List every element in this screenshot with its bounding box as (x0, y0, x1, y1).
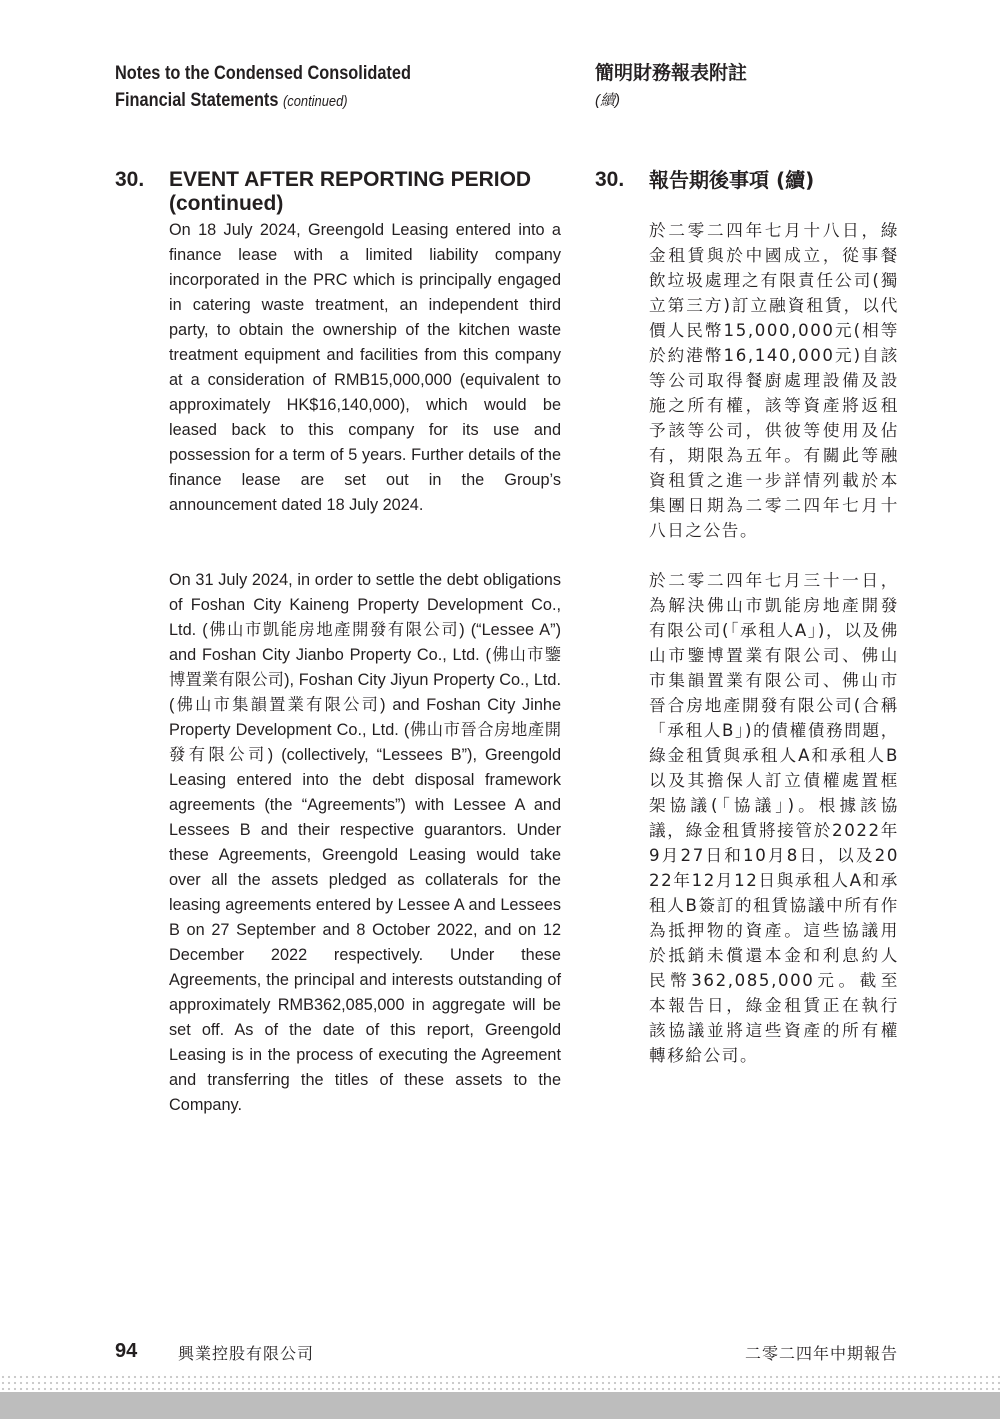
section-number-zh: 30. (595, 168, 625, 191)
header-title-line1: Notes to the Condensed Consolidated (115, 63, 411, 84)
paragraph-text: On 18 July 2024, Greengold Leasing entered into a finance lease with a limited liability company incorporated in the PRC which is principally engaged in catering waste treatment, an independent third party, to obtain the ownership of the kitchen waste treatment equipment and facilities from this company at a consideration of RMB15,000,000 (equivalent to approximately HK$16,140,000), which would be leased back to this company for its use and possession for a term of 5 years. Further details of the finance lease are set out in the Group’s announcement dated 18 July 2024. (169, 221, 561, 514)
header-continued: (continued) (282, 93, 348, 110)
page-number: 94 (115, 1340, 138, 1362)
section-number-en: 30. (115, 168, 145, 191)
footer-report-title: 二零二四年中期報告 (744, 1344, 898, 1363)
running-header-en (115, 60, 555, 115)
body-en-paragraph-2 (169, 568, 561, 1118)
paragraph-text: 於二零二四年七月十八日，綠金租賃與於中國成立，從事餐飲垃圾處理之有限責任公司(獨立第三方)訂立融資租賃，以代價人民幣15,000,000元(相等於約港幣16,140,000元)自該等公司取得餐廚處理設備及設施之所有權，該等資產將返租予該等公司，供彼等使用及佔有，期限為五年。有關此等融資租賃之進一步詳情列載於本集團日期為二零二四年七月十八日之公告。 (649, 221, 899, 540)
paragraph-text: 於二零二四年七月三十一日，為解決佛山市凱能房地產開發有限公司(「承租人A」)，以及佛山市鑒博置業有限公司、佛山市集韻置業有限公司、佛山市晉合房地產開發有限公司(合稱「承租人B」)的債權債務問題，綠金租賃與承租人A和承租人B以及其擔保人訂立債權處置框架協議(「協議」)。根據該協議，綠金租賃將接管於2022年9月27日和10月8日，以及2022年12月12日與承租人A和承租人B簽訂的租賃協議中所有作為抵押物的資產。這些協議用於抵銷未償還本金和利息約人民幣362,085,000元。截至本報告日，綠金租賃正在執行該協議並將這些資產的所有權轉移給公司。 (649, 571, 899, 1065)
footer-grey-band (0, 1392, 1000, 1419)
header-title-line2-text: Financial Statements (115, 90, 279, 111)
body-en-paragraph-1 (169, 218, 561, 518)
footer-company-name: 興業控股有限公司 (178, 1344, 315, 1363)
decorative-dot-band (0, 1374, 1000, 1392)
header-title-line2 (115, 87, 493, 115)
body-zh-paragraph-1 (649, 218, 899, 543)
header-title-zh: 簡明財務報表附註 (595, 62, 748, 84)
body-zh-paragraph-2 (649, 568, 899, 1068)
section-title-zh: 報告期後事項 (續) (649, 168, 815, 192)
section-title-en: EVENT AFTER REPORTING PERIOD (continued) (169, 168, 532, 215)
header-continued-zh: (續) (595, 92, 620, 109)
paragraph-text: On 31 July 2024, in order to settle the debt obligations of Foshan City Kaineng Property Development Co., Ltd. (佛山市凱能房地產開發有限公司) (“Lessee A”) and Foshan City Jianbo Property Co., Ltd. (佛山市鑒博置業有限公司), Foshan City Jiyun Property Co., Ltd. (佛山市集韻置業有限公司) and Foshan City Jinhe Property Development Co., Ltd. (佛山市晉合房地產開發有限公司) (collectively, “Lessees B”), Greengold Leasing entered into the debt disposal framework agreements (the “Agreements”) with Lessee A and Lessees B and their respective guarantors. Under these Agreements, Greengold Leasing would take over all the assets pledged as collaterals for the leasing agreements entered by Lessee A and Lessees B on 27 September and 8 October 2022, and on 12 December 2022 respectively. Under these Agreements, the principal and interests outstanding of approximately RMB362,085,000 in aggregate will be set off. As of the date of this report, Greengold Leasing is in the process of executing the Agreement and transferring the titles of these assets to the Company. (169, 571, 561, 1114)
running-header-zh (595, 60, 747, 114)
